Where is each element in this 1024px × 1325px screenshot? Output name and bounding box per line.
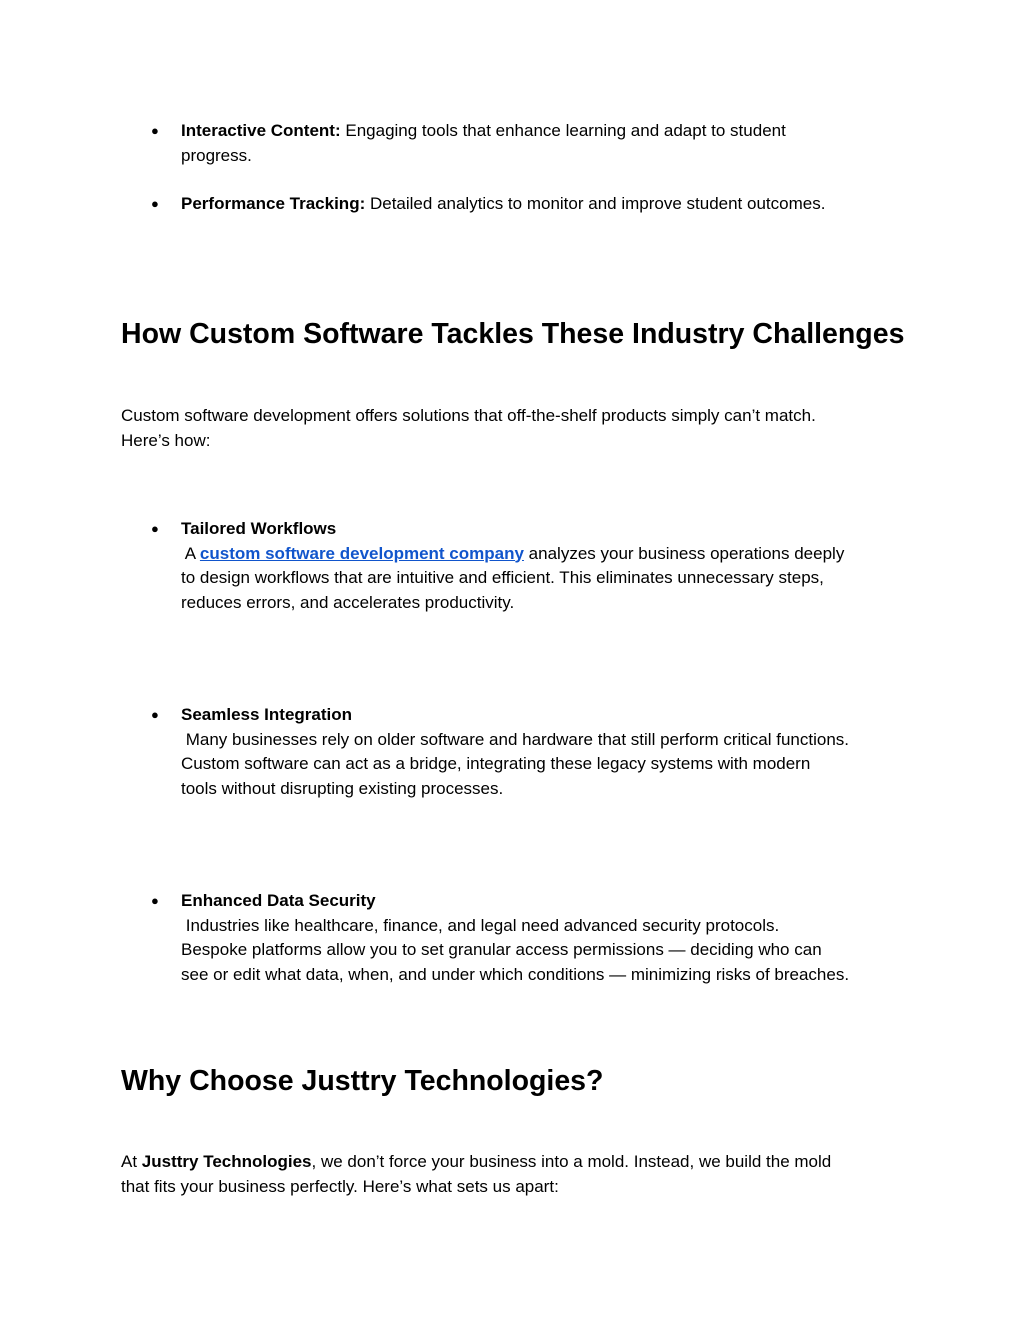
list-item-body: Industries like healthcare, finance, and legal need advanced security protocols.: [181, 915, 780, 935]
bullet-icon: ●: [151, 707, 159, 722]
list-item-label: Interactive Content:: [181, 121, 341, 140]
section-heading: How Custom Software Tackles These Industry Challenges: [121, 318, 905, 350]
intro-line: Here’s how:: [121, 430, 211, 450]
list-item-body: tools without disrupting existing processes.: [181, 778, 504, 798]
custom-software-link[interactable]: custom software development company: [199, 543, 524, 563]
list-item-body-cont: progress.: [181, 145, 252, 165]
list-item-title: Tailored Workflows: [181, 519, 337, 538]
list-item: [121, 119, 911, 168]
list-item-body: reduces errors, and accelerates productivity.: [181, 592, 515, 612]
bullet-icon: ●: [151, 123, 159, 138]
list-item-enhanced-data-security: [121, 889, 911, 987]
list-item-body: Custom software can act as a bridge, integrating these legacy systems with modern: [181, 754, 811, 773]
text-span: At: [121, 1152, 142, 1171]
paragraph-line: that fits your business perfectly. Here’s what sets us apart:: [121, 1176, 559, 1196]
list-item-body: see or edit what data, when, and under which conditions — minimizing risks of breaches.: [181, 964, 850, 984]
section-intro: [121, 404, 911, 453]
text-span: analyzes your business operations deeply: [523, 543, 845, 563]
list-item-seamless-integration: [121, 703, 911, 801]
list-item-body: Engaging tools that enhance learning and adapt to student: [340, 121, 786, 140]
bullet-icon: ●: [151, 196, 159, 211]
list-item-title: Seamless Integration: [181, 705, 353, 724]
list-item-title: Enhanced Data Security: [181, 891, 376, 910]
list-item-text: [181, 192, 911, 217]
list-item-tailored-workflows: [121, 517, 911, 615]
list-item-text: [181, 517, 911, 615]
bullet-icon: ●: [151, 893, 159, 908]
text-span: , we don’t force your business into a mold. Instead, we build the mold: [311, 1152, 832, 1171]
list-item: [121, 192, 911, 217]
list-item-body: Many businesses rely on older software and hardware that still perform critical functions.: [181, 729, 850, 749]
section-heading: Why Choose Justtry Technologies?: [121, 1065, 604, 1097]
intro-line: Custom software development offers solutions that off-the-shelf products simply can’t match.: [121, 406, 816, 425]
list-item-text: [181, 119, 911, 168]
bullet-icon: ●: [151, 521, 159, 536]
list-item-body: Detailed analytics to monitor and improve student outcomes.: [365, 194, 826, 213]
text-span: A: [181, 543, 200, 563]
list-item-body: Bespoke platforms allow you to set granular access permissions — deciding who can: [181, 940, 822, 959]
list-item-text: [181, 889, 911, 987]
list-item-body: to design workflows that are intuitive and efficient. This eliminates unnecessary steps,: [181, 568, 824, 587]
section-paragraph: [121, 1150, 911, 1199]
list-item-text: [181, 703, 911, 801]
list-item-label: Performance Tracking:: [181, 194, 366, 213]
company-name: Justtry Technologies: [141, 1152, 312, 1171]
